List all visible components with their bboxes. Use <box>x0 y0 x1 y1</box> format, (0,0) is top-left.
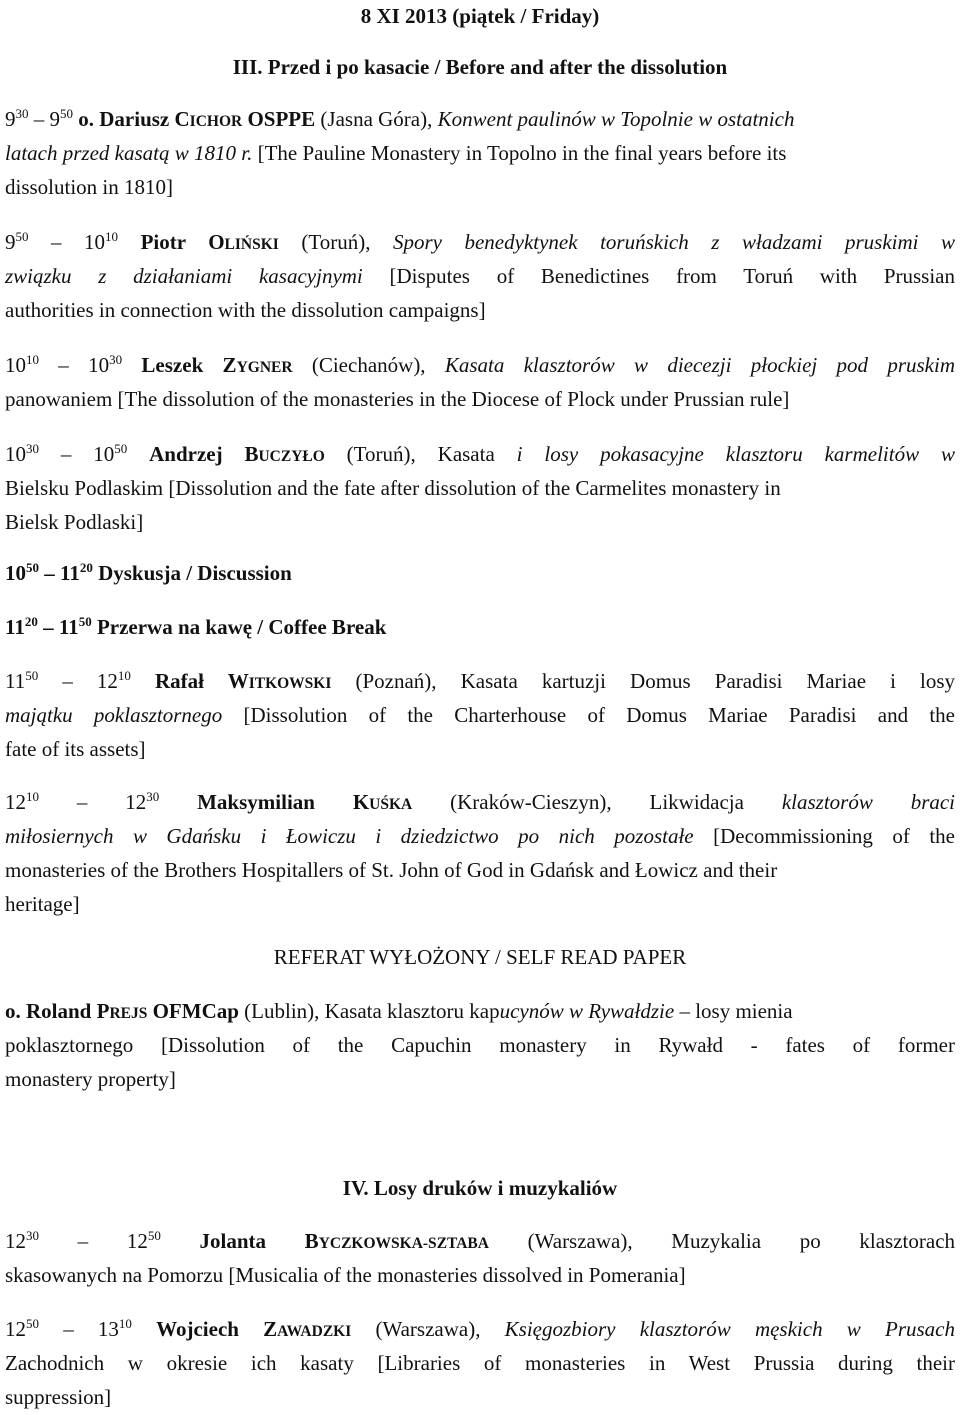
time-end: $12^{10}$ <box>96 668 131 693</box>
speaker-name: Rafał WITKOWSKI <box>155 669 332 693</box>
time-end: $12^{30}$ <box>125 789 160 814</box>
entry-cichor-line-3: dissolution in 1810] <box>5 175 174 199</box>
speaker-name: Wojciech ZAWADZKI <box>156 1317 352 1341</box>
entry-olinski-line-1: $9^{50} - 10^{10}$ Piotr OLIŃSKI (Toruń), Spory benedyktynek toruńskich z władzami pruskimi w <box>5 229 956 254</box>
talk-title-pl: Księgozbiory klasztorów męskich w Prusach <box>504 1317 955 1341</box>
speaker-affiliation: (Warszawa), Muzykalia po klasztorach <box>488 1229 956 1253</box>
section-3-title: III. Przed i po kasacie / Before and after the dissolution <box>232 55 728 79</box>
entry-witkowski-line-3: fate of its assets] <box>5 737 146 761</box>
talk-title-en: [Disputes of Benedictines from Toruń with Prussian <box>362 264 955 288</box>
speaker-affiliation: (Kraków-Cieszyn), Likwidacja <box>412 790 782 814</box>
speaker-affiliation: (Jasna Góra), <box>315 107 438 131</box>
entry-buczylo-line-3: Bielsk Podlaski] <box>5 510 144 534</box>
speaker-affiliation: (Lublin), Kasata klasztoru kap <box>238 999 500 1023</box>
talk-title-en: [Decommissioning of the <box>693 824 956 848</box>
entry-olinski-line-3: authorities in connection with the dissolution campaigns] <box>5 298 486 322</box>
entry-zygner-line-2 <box>5 383 955 417</box>
talk-title-pl: majątku poklasztornego <box>5 703 223 727</box>
time-start: $12^{30}$ <box>5 1228 39 1253</box>
speaker-name: o. Dariusz CICHOR OSPPE <box>78 107 316 131</box>
speaker-name: Jolanta BYCZKOWSKA-SZTABA <box>199 1229 489 1253</box>
talk-title-en: [The Pauline Monastery in Topolno in the final years before its <box>252 141 787 165</box>
entry-buczylo-line-1: $10^{30} - 10^{50}$ Andrzej BUCZYŁO (Toruń), Kasata i losy pokasacyjne klasztoru karmelitów w <box>5 441 955 466</box>
speaker-affiliation: (Poznań), Kasata kartuzji Domus Paradisi Mariae i losy <box>331 669 956 693</box>
speaker-affiliation: (Ciechanów), <box>292 353 445 377</box>
time-end: $9^{50}$ <box>49 106 73 131</box>
time-start: $10^{10}$ <box>5 352 39 377</box>
time-end: $10^{10}$ <box>84 229 119 254</box>
entry-zawadzki-line-2: Zachodnich w okresie ich kasaty [Libraries of monasteries in West Prussia during their <box>5 1351 955 1375</box>
entry-zawadzki-line-3: suppression] <box>5 1385 112 1409</box>
self-read-heading: REFERAT WYŁOŻONY / SELF READ PAPER <box>273 945 687 969</box>
time-end: $12^{50}$ <box>126 1228 161 1253</box>
talk-title-pl: ucynów w Rywałdzie <box>499 999 675 1023</box>
talk-title-pl: Konwent paulinów w Topolnie w ostatnich <box>437 107 795 131</box>
talk-title-en: [Dissolution of the Charterhouse of Domus Mariae Paradisi and the <box>222 703 956 727</box>
time-end: $10^{50}$ <box>93 441 128 466</box>
entry-witkowski-line-1: $11^{50} - 12^{10}$ Rafał WITKOWSKI (Poznań), Kasata kartuzji Domus Paradisi Mariae i losy <box>5 668 956 693</box>
speaker-affiliation: (Warszawa), <box>351 1317 505 1341</box>
time-end: $13^{10}$ <box>97 1316 132 1341</box>
talk-title-pl: Kasata klasztorów w diecezji płockiej pod pruskim <box>444 353 956 377</box>
talk-title-pl: i losy pokasacyjne klasztoru karmelitów w <box>516 442 955 466</box>
time-start: $12^{50}$ <box>5 1316 39 1341</box>
speaker-affiliation: (Toruń), <box>278 230 393 254</box>
talk-title-pl-cont: związku z działaniami kasacyjnymi <box>5 264 363 288</box>
entry-zygner-line-1: $10^{10} - 10^{30}$ Leszek ZYGNER (Ciechanów), Kasata klasztorów w diecezji płockiej pod pruskim <box>5 352 956 377</box>
talk-title-pl-cont: panowaniem <box>5 387 113 411</box>
speaker-name: Andrzej BUCZYŁO <box>149 442 325 466</box>
entry-prejs-line-1 <box>5 995 955 1031</box>
entry-prejs-line-2: poklasztornego [Dissolution of the Capuchin monastery in Rywałd - fates of former <box>5 1033 955 1057</box>
entry-zawadzki-line-1: $12^{50} - 13^{10}$ Wojciech ZAWADZKI (Warszawa), Księgozbiory klasztorów męskich w Prusach <box>5 1316 955 1341</box>
talk-title-pl: Spory benedyktynek toruńskich z władzami pruskimi w <box>392 230 956 254</box>
entry-byczkowska-line-2: skasowanych na Pomorzu [Musicalia of the monasteries dissolved in Pomerania] <box>5 1263 686 1287</box>
entry-kuska-line-3: monasteries of the Brothers Hospitallers of St. John of God in Gdańsk and Łowicz and their <box>5 858 778 882</box>
time-start: $9^{50}$ <box>5 229 29 254</box>
talk-title-pl-cont: – losy mienia <box>674 999 793 1023</box>
discussion-slot: $10^{50} - 11^{20}$ Dyskusja / Discussion <box>5 560 292 585</box>
entry-kuska-line-1: $12^{10} - 12^{30}$ Maksymilian KUŚKA (Kraków-Cieszyn), Likwidacja klasztorów braci <box>5 789 956 814</box>
entry-kuska-line-4: heritage] <box>5 892 80 916</box>
time-start: $10^{30}$ <box>5 441 39 466</box>
time-start: $11^{50}$ <box>5 668 39 693</box>
entry-kuska-line-2 <box>5 820 955 854</box>
entry-olinski-line-2 <box>5 260 955 294</box>
talk-title-pl: klasztorów braci <box>781 790 956 814</box>
speaker-affiliation: (Toruń), Kasata <box>324 442 517 466</box>
entry-cichor-line-1: $9^{30} - 9^{50}$ o. Dariusz CICHOR OSPPE (Jasna Góra), Konwent paulinów w Topolnie w ostatnich <box>5 106 795 131</box>
speaker-name: Maksymilian KUŚKA <box>197 790 413 814</box>
entry-cichor-line-2 <box>5 137 955 171</box>
talk-title-pl-cont: miłosiernych w Gdańsku i Łowiczu i dziedzictwo po nich pozostałe <box>5 824 694 848</box>
talk-title-pl-cont: latach przed kasatą w 1810 r. <box>5 141 253 165</box>
time-start: $9^{30}$ <box>5 106 29 131</box>
talk-title-en: [The dissolution of the monasteries in the Diocese of Plock under Prussian rule] <box>112 387 790 411</box>
day-heading: 8 XI 2013 (piątek / Friday) <box>360 4 600 28</box>
speaker-name: Piotr OLIŃSKI <box>140 230 279 254</box>
speaker-name: Leszek ZYGNER <box>141 353 293 377</box>
entry-buczylo-line-2: Bielsku Podlaskim [Dissolution and the fate after dissolution of the Carmelites monastery in <box>5 476 781 500</box>
speaker-name: o. Roland PREJS OFMCap <box>5 999 239 1023</box>
section-4-title: IV. Losy druków i muzykaliów <box>342 1176 618 1200</box>
time-end: $10^{30}$ <box>88 352 123 377</box>
coffee-break-slot: $11^{20} - 11^{50}$ Przerwa na kawę / Coffee Break <box>5 614 387 639</box>
entry-witkowski-line-2 <box>5 699 955 733</box>
time-start: $12^{10}$ <box>5 789 39 814</box>
entry-prejs-line-3: monastery property] <box>5 1067 176 1091</box>
entry-byczkowska-line-1: $12^{30} - 12^{50}$ Jolanta BYCZKOWSKA-SZTABA (Warszawa), Muzykalia po klasztorach <box>5 1228 956 1253</box>
